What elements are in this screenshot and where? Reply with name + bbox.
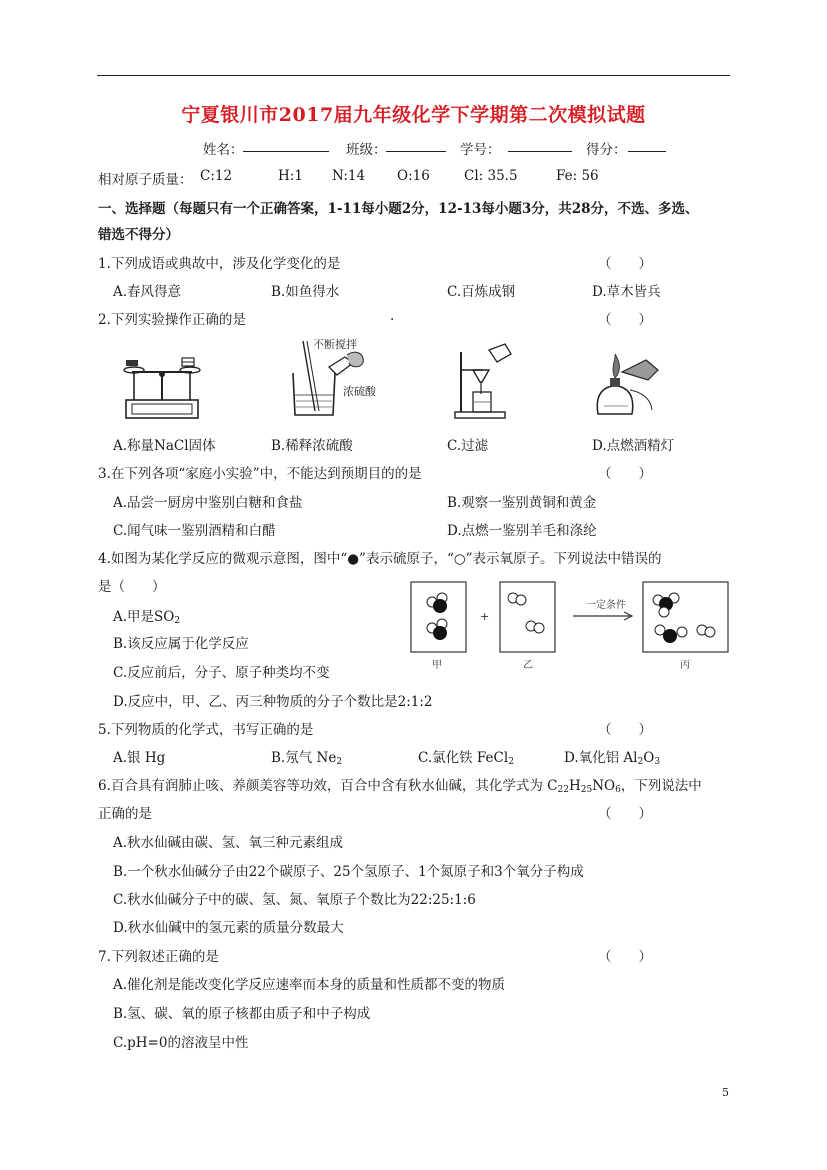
atomic-mass-fe: Fe: 56	[556, 168, 599, 184]
balance-scale-figure	[118, 350, 208, 422]
score-label: 得分：	[586, 142, 627, 158]
q6-answer-blank[interactable]: （ ）	[598, 806, 652, 822]
q7-stem: 7.下列叙述正确的是	[98, 949, 219, 965]
q1-option-a[interactable]: A.春风得意	[113, 284, 182, 300]
header-rule	[97, 75, 730, 76]
q4-option-d[interactable]: D.反应中，甲、乙、丙三种物质的分子个数比是2:1:2	[113, 694, 433, 710]
reaction-label-yi: 乙	[523, 660, 533, 671]
reaction-condition: 一定条件	[586, 600, 626, 611]
q1-option-c[interactable]: C.百炼成钢	[447, 284, 516, 300]
page-title: 宁夏银川市2017届九年级化学下学期第二次模拟试题	[181, 104, 646, 126]
q1-option-b[interactable]: B.如鱼得水	[271, 284, 340, 300]
reaction-label-bing: 丙	[680, 660, 690, 671]
section-heading: 一、选择题（每题只有一个正确答案，1-11每小题2分，12-13每小题3分，共28分，不选、多选、	[98, 201, 699, 217]
q1-option-d[interactable]: D.草木皆兵	[592, 284, 661, 300]
class-field[interactable]	[386, 138, 446, 156]
atomic-mass-cl: Cl: 35.5	[464, 168, 518, 184]
q4-option-b[interactable]: B.该反应属于化学反应	[113, 636, 249, 652]
q5-stem: 5.下列物质的化学式，书写正确的是	[98, 722, 314, 738]
reaction-plus: +	[480, 610, 490, 623]
reaction-label-jia: 甲	[432, 660, 442, 671]
q2-option-d[interactable]: D.点燃酒精灯	[592, 438, 675, 454]
q5-option-b[interactable]: B.氖气 $Ne_2$	[271, 750, 343, 767]
q5-option-a[interactable]: A.银 Hg	[113, 750, 166, 766]
q6-stem-cont: 正确的是	[98, 806, 152, 822]
q2-dot: .	[390, 308, 395, 324]
q2-option-a[interactable]: A.称量NaCl固体	[113, 438, 216, 454]
q4-stem-cont: 是（ ）	[98, 579, 166, 595]
q7-option-a[interactable]: A.催化剂是能改变化学反应速率而本身的质量和性质都不变的物质	[113, 977, 506, 993]
atomic-mass-h: H:1	[278, 168, 303, 184]
q3-option-d[interactable]: D.点燃一鉴别羊毛和涤纶	[447, 523, 597, 539]
q3-option-a[interactable]: A.品尝一厨房中鉴别白糖和食盐	[113, 495, 303, 511]
q2-stem: 2.下列实验操作正确的是	[98, 312, 246, 328]
page-number: 5	[722, 1086, 729, 1099]
filtration-figure	[447, 342, 517, 422]
number-field[interactable]	[508, 138, 572, 156]
q3-answer-blank[interactable]: （ ）	[598, 466, 652, 482]
q6-option-c[interactable]: C.秋水仙碱分子中的碳、氢、氮、氧原子个数比为22:25:1:6	[113, 892, 476, 908]
q3-option-c[interactable]: C.闻气味一鉴别酒精和白醋	[113, 523, 276, 539]
q6-option-a[interactable]: A.秋水仙碱由碳、氢、氧三种元素组成	[113, 835, 344, 851]
q5-option-d[interactable]: D.氧化铝 $Al_2O_3$	[564, 750, 661, 767]
reaction-diagram	[408, 580, 733, 672]
class-label: 班级：	[346, 142, 387, 158]
q3-option-b[interactable]: B.观察一鉴别黄铜和黄金	[447, 495, 597, 511]
atomic-mass-n: N:14	[332, 168, 366, 184]
q5-answer-blank[interactable]: （ ）	[598, 722, 652, 738]
q4-stem: 4.如图为某化学反应的微观示意图，图中“●”表示硫原子，“○”表示氧原子。下列说法中错误的	[98, 551, 662, 567]
q1-answer-blank[interactable]: （ ）	[598, 256, 652, 272]
q4-option-a[interactable]: A.甲是$SO_2$	[113, 609, 181, 626]
atomic-mass-label: 相对原子质量：	[98, 172, 193, 188]
q7-answer-blank[interactable]: （ ）	[598, 949, 652, 965]
atomic-mass-c: C:12	[200, 168, 233, 184]
q6-option-b[interactable]: B.一个秋水仙碱分子由22个碳原子、25个氢原子、1个氮原子和3个氧分子构成	[113, 864, 584, 880]
atomic-mass-o: O:16	[397, 168, 430, 184]
name-label: 姓名：	[203, 142, 244, 158]
q4-option-c[interactable]: C.反应前后，分子、原子种类均不变	[113, 665, 330, 681]
q6-stem: 6.百合具有润肺止咳、养颜美容等功效，百合中含有秋水仙碱，其化学式为 $C_{22}H_{25}NO_6$，下列说法中	[98, 778, 702, 795]
q5-option-c[interactable]: C.氯化铁 FeCl$_2$	[418, 750, 514, 767]
q2-label-acid: 浓硫酸	[343, 385, 376, 398]
alcohol-lamp-figure	[588, 350, 663, 422]
q2-answer-blank[interactable]: （ ）	[598, 312, 652, 328]
q2-label-stirring: 不断搅拌	[313, 338, 357, 351]
dilute-acid-figure	[285, 335, 380, 420]
q2-option-c[interactable]: C.过滤	[447, 438, 489, 454]
number-label: 学号：	[460, 142, 501, 158]
q3-stem: 3.在下列各项“家庭小实验”中，不能达到预期目的的是	[98, 466, 422, 482]
q2-option-b[interactable]: B.稀释浓硫酸	[271, 438, 353, 454]
q7-option-b[interactable]: B.氢、碳、氧的原子核都由质子和中子构成	[113, 1006, 371, 1022]
q7-option-c[interactable]: C.pH=0的溶液呈中性	[113, 1035, 249, 1051]
name-field[interactable]	[243, 138, 329, 156]
q6-option-d[interactable]: D.秋水仙碱中的氢元素的质量分数最大	[113, 920, 344, 936]
score-field[interactable]	[628, 138, 666, 156]
section-heading-cont: 错选不得分）	[98, 227, 179, 243]
q1-stem: 1.下列成语或典故中，涉及化学变化的是	[98, 256, 341, 272]
